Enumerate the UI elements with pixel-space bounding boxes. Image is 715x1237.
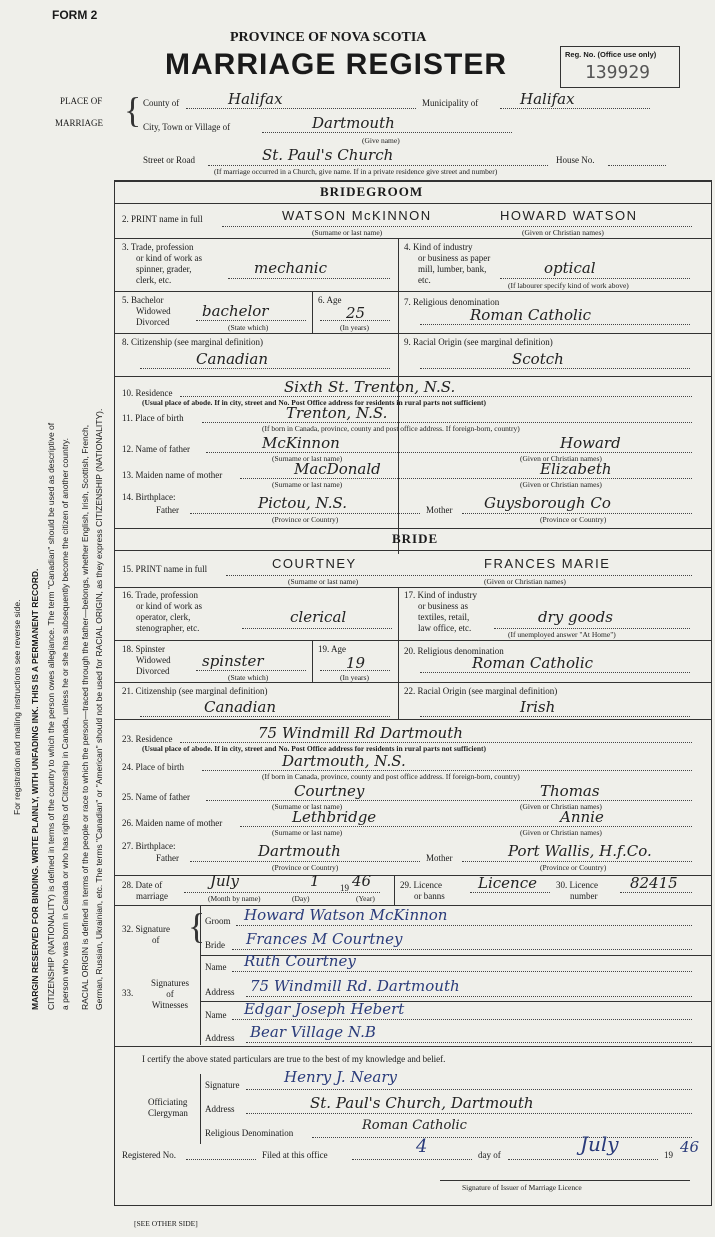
reg-no-label: Reg. No. (Office use only) (565, 50, 657, 59)
clergy-address-label: Address (205, 1104, 235, 1114)
groom-mother-given: Elizabeth (540, 460, 612, 478)
filed-year-prefix: 19 (664, 1150, 673, 1160)
groom-citizenship: Canadian (196, 350, 269, 368)
state-note: (State which) (228, 323, 269, 332)
bride-name-label: 15. PRINT name in full (122, 564, 208, 574)
bride-racial-label: 22. Racial Origin (see marginal definition) (404, 686, 558, 696)
registered-label: Registered No. (122, 1150, 176, 1160)
bride-mother-surname-note: (Surname or last name) (272, 828, 343, 837)
day-of-label: day of (478, 1150, 501, 1160)
place-heading-2: MARRIAGE (55, 118, 104, 128)
bride-trade: clerical (290, 608, 347, 626)
groom-father-given: Howard (560, 434, 621, 452)
see-other-side: [SEE OTHER SIDE] (134, 1219, 198, 1228)
signature-of-label: 32. Signature of (122, 924, 170, 945)
bride-residence-note: (Usual place of abode. If in city, street and No. Post Office address for residents in rural parts not sufficient) (142, 744, 487, 753)
bride-mother-given: Annie (560, 808, 604, 826)
bride-heading: BRIDE (392, 531, 439, 546)
bride-age: 19 (346, 654, 366, 672)
bride-birth: Dartmouth, N.S. (282, 752, 406, 770)
bride-citizenship-label: 21. Citizenship (see marginal definition) (122, 686, 268, 696)
w2-name-label: Name (205, 1010, 227, 1020)
marriage-date-label: 28. Date of marriage (122, 880, 168, 901)
groom-citizenship-label: 8. Citizenship (see marginal definition) (122, 337, 264, 347)
bride-signature: Frances M Courtney (246, 930, 403, 948)
county-label: County of (143, 98, 180, 108)
place-heading: PLACE OF (60, 96, 103, 106)
w1-name-label: Name (205, 962, 227, 972)
groom-religion: Roman Catholic (470, 306, 592, 324)
groom-religion-label: 7. Religious denomination (404, 297, 500, 307)
groom-mother-surname: MacDonald (294, 460, 381, 478)
bride-given-note: (Given or Christian names) (484, 577, 566, 586)
groom-name-label: 2. PRINT name in full (122, 214, 203, 224)
groom-given: HOWARD WATSON (500, 208, 638, 223)
groom-signature: Howard Watson McKinnon (244, 906, 448, 924)
bride-industry-note: (If unemployed answer "At Home") (508, 630, 616, 639)
bride-mother-word: Mother (426, 853, 453, 863)
w2-name: Edgar Joseph Hebert (244, 1000, 405, 1018)
mother-prov-note: (Province or Country) (540, 515, 607, 524)
municipality-value: Halifax (520, 90, 575, 108)
bride-mother-given-note: (Given or Christian names) (520, 828, 602, 837)
bride-birthplace-label: 27. Birthplace: (122, 841, 176, 851)
form-number: FORM 2 (52, 8, 98, 22)
bride-mother-prov-note: (Province or Country) (540, 863, 607, 872)
mother-given-note: (Given or Christian names) (520, 480, 602, 489)
house-label: House No. (556, 155, 595, 165)
street-label: Street or Road (143, 155, 195, 165)
groom-age-label: 6. Age (318, 295, 342, 305)
groom-father-surname: McKinnon (262, 434, 340, 452)
bride-mother-surname: Lethbridge (292, 808, 377, 826)
bride-state-note: (State which) (228, 673, 269, 682)
w1-address: 75 Windmill Rd. Dartmouth (250, 977, 460, 995)
bride-status-label: 18. Spinster Widowed Divorced (122, 644, 171, 676)
bride-mother-label: 26. Maiden name of mother (122, 818, 223, 828)
sidebar-line-1: For registration and mailing instructions see reverse side. (12, 599, 22, 815)
municipality-label: Municipality of (422, 98, 479, 108)
bride-age-label: 19. Age (318, 644, 346, 654)
city-label: City, Town or Village of (143, 122, 231, 132)
bride-father-given-note: (Given or Christian names) (520, 802, 602, 811)
street-note: (If marriage occurred in a Church, give name. If in a private residence give street and number) (214, 167, 498, 176)
groom-racial: Scotch (512, 350, 564, 368)
groom-word: Groom (205, 916, 231, 926)
reg-no-box (560, 46, 680, 88)
bride-trade-label: 16. Trade, profession or kind of work as operator, clerk, stenographer, etc. (122, 590, 202, 633)
marriage-day: 1 (310, 872, 320, 890)
groom-residence-label: 10. Residence (122, 388, 173, 398)
witnesses-label: 33. (122, 988, 134, 998)
groom-age: 25 (346, 304, 366, 322)
bride-mother-bp: Port Wallis, H.f.Co. (508, 842, 652, 860)
licence-banns-label: 29. Licence or banns (400, 880, 445, 901)
clergy-denomination: Roman Catholic (362, 1118, 467, 1133)
groom-mother-word: Mother (426, 505, 453, 515)
bride-father-word: Father (156, 853, 179, 863)
marriage-year-prefix: 19 (340, 883, 349, 893)
marriage-month: July (210, 872, 239, 890)
w1-address-label: Address (205, 987, 235, 997)
residence-note: (Usual place of abode. If in city, street and No. Post Office address for residents in rural parts not sufficient) (142, 398, 487, 407)
surname-note: (Surname or last name) (312, 228, 383, 237)
brace: { (124, 90, 142, 130)
bride-industry-label: 17. Kind of industry or business as textiles, retail, law office, etc. (404, 590, 477, 633)
w2-address-label: Address (205, 1033, 235, 1043)
issuer-note: Signature of Issuer of Marriage Licence (462, 1183, 582, 1192)
groom-birthplace-label: 14. Birthplace: (122, 492, 176, 502)
groom-mother-bp: Guysborough Co (484, 494, 611, 512)
licence-number: 82415 (630, 874, 678, 892)
licence-number-label: 30. Licence number (556, 880, 598, 901)
groom-industry-label: 4. Kind of industry or business as paper mill, lumber, bank, etc. (404, 242, 491, 285)
filed-month: July (580, 1132, 619, 1156)
groom-mother-label: 13. Maiden name of mother (122, 470, 223, 480)
licence-type: Licence (478, 874, 537, 892)
clergy-address: St. Paul's Church, Dartmouth (310, 1094, 534, 1112)
bridegroom-heading: BRIDEGROOM (320, 184, 424, 199)
bride-religion-label: 20. Religious denomination (404, 646, 504, 656)
filed-year: 46 (680, 1138, 700, 1156)
page-title: MARRIAGE REGISTER (165, 48, 508, 81)
county-value: Halifax (228, 90, 283, 108)
groom-father-bp: Pictou, N.S. (258, 494, 347, 512)
bride-residence-label: 23. Residence (122, 734, 173, 744)
bride-surname-note: (Surname or last name) (288, 577, 359, 586)
bride-given: FRANCES MARIE (484, 556, 611, 571)
bride-birth-label: 24. Place of birth (122, 762, 184, 772)
bride-father-bp: Dartmouth (258, 842, 341, 860)
sidebar-line-6: German, Russian, Ukrainian, etc. The terms "Canadian" or "American" should not be used for RACIAL ORIGIN, as they express CITIZENSHIP (NATIONALITY). (94, 408, 104, 1010)
year-note: (Year) (356, 894, 375, 903)
clergy-signature: Henry J. Neary (284, 1068, 398, 1086)
bride-father-prov-note: (Province or Country) (272, 863, 339, 872)
birth-note: (If born in Canada, province, county and post office address. If foreign-born, country) (262, 424, 520, 433)
clergy-denom-label: Religious Denomination (205, 1128, 294, 1138)
sidebar-line-5: RACIAL ORIGIN is defined in terms of the people or race to which the person—traced through the father—belongs, whether English, Irish, Scottish, French, (80, 424, 90, 1010)
bride-citizenship: Canadian (204, 698, 277, 716)
officiating-label: Officiating Clergyman (148, 1097, 188, 1118)
sidebar-line-4: a person who was born in Canada or who has rights of Citizenship in Canada, unless he or she has subsequently become the citizen of another country. (60, 437, 70, 1010)
filed-day: 4 (416, 1136, 428, 1157)
city-note: (Give name) (362, 136, 400, 145)
given-note: (Given or Christian names) (522, 228, 604, 237)
mother-surname-note: (Surname or last name) (272, 480, 343, 489)
marriage-year: 46 (352, 872, 372, 890)
month-note: (Month by name) (208, 894, 261, 903)
years-note: (In years) (340, 323, 369, 332)
bride-status: spinster (202, 652, 264, 670)
groom-racial-label: 9. Racial Origin (see marginal definition) (404, 337, 553, 347)
street-value: St. Paul's Church (262, 146, 394, 164)
clergy-signature-label: Signature (205, 1080, 240, 1090)
bride-birth-note: (If born in Canada, province, county and post office address. If foreign-born, country) (262, 772, 520, 781)
bride-word: Bride (205, 940, 225, 950)
groom-industry: optical (544, 259, 596, 277)
groom-birth-label: 11. Place of birth (122, 413, 184, 423)
groom-status: bachelor (202, 302, 269, 320)
father-prov-note: (Province or Country) (272, 515, 339, 524)
father-surname-note: (Surname or last name) (272, 454, 343, 463)
province-heading: PROVINCE OF NOVA SCOTIA (230, 30, 427, 45)
witnesses-label-2: Signatures of Witnesses (151, 978, 189, 1010)
day-note: (Day) (292, 894, 310, 903)
groom-status-label: 5. Bachelor Widowed Divorced (122, 295, 171, 327)
bride-father-label: 25. Name of father (122, 792, 190, 802)
filed-label: Filed at this office (262, 1150, 328, 1160)
bride-surname: COURTNEY (272, 556, 357, 571)
city-value: Dartmouth (312, 114, 395, 132)
bride-racial: Irish (520, 698, 556, 716)
groom-surname: WATSON McKINNON (282, 208, 432, 223)
w2-address: Bear Village N.B (250, 1023, 376, 1041)
bride-years-note: (In years) (340, 673, 369, 682)
certify-statement: I certify the above stated particulars are true to the best of my knowledge and belief. (142, 1054, 446, 1064)
bride-industry: dry goods (538, 608, 613, 626)
groom-residence: Sixth St. Trenton, N.S. (284, 378, 456, 396)
w1-name: Ruth Courtney (244, 952, 356, 970)
groom-industry-note: (If labourer specify kind of work above) (508, 281, 629, 290)
father-given-note: (Given or Christian names) (520, 454, 602, 463)
bride-father-given: Thomas (540, 782, 600, 800)
groom-birth: Trenton, N.S. (286, 404, 388, 422)
bride-religion: Roman Catholic (472, 654, 594, 672)
reg-no-value: 139929 (585, 62, 651, 83)
groom-trade: mechanic (254, 259, 327, 277)
sidebar-line-2: MARGIN RESERVED FOR BINDING. WRITE PLAINLY, WITH UNFADING INK. THIS IS A PERMANENT RECORD. (30, 568, 40, 1010)
bride-father-surname: Courtney (294, 782, 365, 800)
sidebar-line-3: CITIZENSHIP (NATIONALITY) is defined in terms of the country to which the person owes allegiance. The term "Canadian" should be used as descriptive of (46, 422, 56, 1010)
sig-brace: { (188, 906, 206, 946)
groom-trade-label: 3. Trade, profession or kind of work as spinner, grader, clerk, etc. (122, 242, 202, 285)
groom-father-word: Father (156, 505, 179, 515)
groom-father-label: 12. Name of father (122, 444, 190, 454)
bride-father-surname-note: (Surname or last name) (272, 802, 343, 811)
bride-residence: 75 Windmill Rd Dartmouth (258, 724, 463, 742)
